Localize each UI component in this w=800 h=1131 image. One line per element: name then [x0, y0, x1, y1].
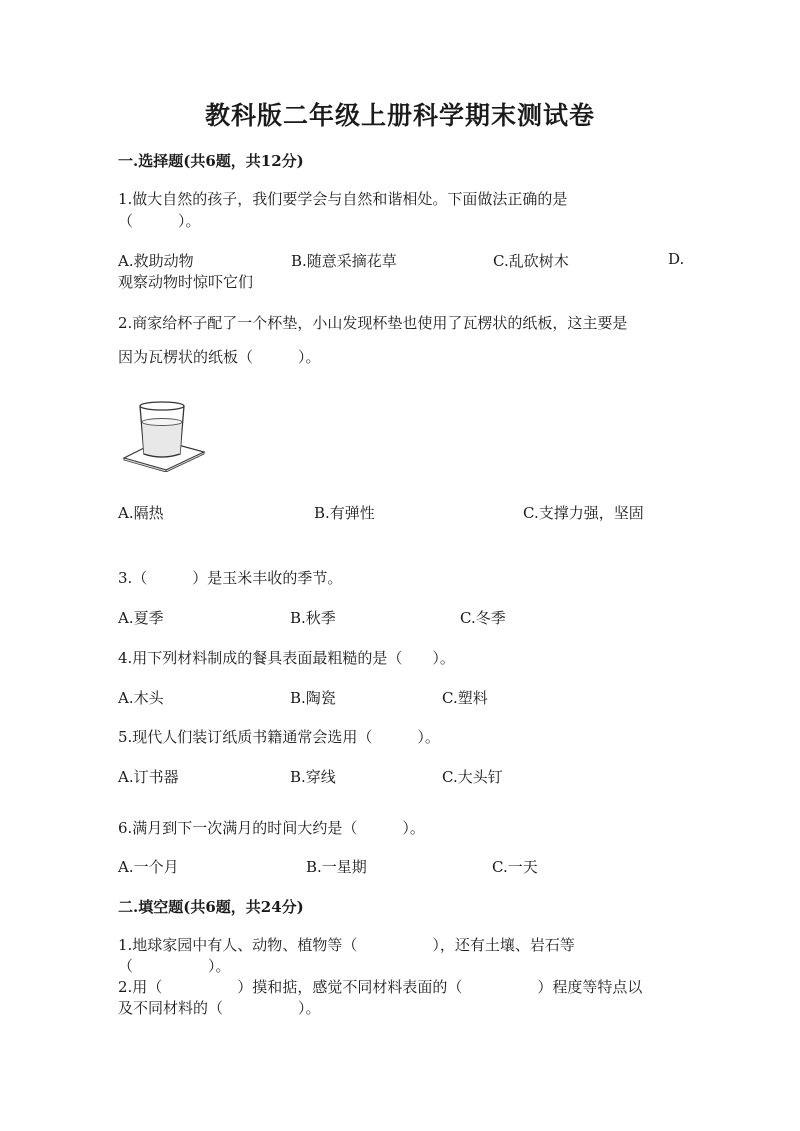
question-2-line-1: 2.商家给杯子配了一个杯垫，小山发现杯垫也使用了瓦楞状的纸板，这主要是	[118, 314, 628, 332]
question-3-option-a: A.夏季	[118, 609, 164, 627]
question-2-line-2: 因为瓦楞状的纸板（ ）。	[118, 348, 321, 366]
question-5-line-1: 5.现代人们装订纸质书籍通常会选用（ ）。	[118, 728, 440, 746]
question-5-option-b: B.穿线	[290, 768, 336, 786]
question-3-option-c: C.冬季	[460, 609, 506, 627]
question-3-option-b: B.秋季	[290, 609, 336, 627]
question-6-line-1: 6.满月到下一次满月的时间大约是（ ）。	[118, 819, 425, 837]
question-4-option-a: A.木头	[118, 689, 164, 707]
question-6-option-c: C.一天	[492, 858, 538, 876]
question-1-option-c: C.乱砍树木	[493, 252, 569, 270]
question-1-option-b: B.随意采摘花草	[291, 252, 397, 270]
question-5-option-a: A.订书器	[118, 768, 179, 786]
question-6-option-a: A.一个月	[118, 858, 179, 876]
question-5-option-c: C.大头钉	[442, 768, 503, 786]
question-1-option-d-text: 观察动物时惊吓它们	[118, 273, 254, 291]
question-1-line-2: （ ）。	[118, 212, 201, 230]
question-1-option-a: A.救助动物	[118, 252, 194, 270]
question-1-option-d: D.	[668, 250, 685, 268]
section-heading-fill-blank: 二.填空题(共6题，共24分)	[118, 898, 304, 916]
question-1-line-1: 1.做大自然的孩子，我们要学会与自然和谐相处。下面做法正确的是	[118, 190, 568, 208]
fill-question-2-line-2: 及不同材料的（ ）。	[118, 999, 321, 1017]
question-3-line-1: 3.（ ）是玉米丰收的季节。	[118, 569, 343, 587]
question-4-line-1: 4.用下列材料制成的餐具表面最粗糙的是（ ）。	[118, 649, 455, 667]
glass-on-coaster-icon	[118, 400, 210, 472]
fill-question-2-line-1: 2.用（ ）摸和掂，感觉不同材料表面的（ ）程度等特点以	[118, 978, 643, 996]
question-2-option-a: A.隔热	[118, 504, 164, 522]
question-6-option-b: B.一星期	[306, 858, 367, 876]
fill-question-1-line-2: （ ）。	[118, 957, 231, 975]
question-2-option-c: C.支撑力强，坚固	[523, 504, 644, 522]
question-4-option-c: C.塑料	[442, 689, 488, 707]
page-title: 教科版二年级上册科学期末测试卷	[204, 101, 595, 130]
question-4-option-b: B.陶瓷	[290, 689, 336, 707]
fill-question-1-line-1: 1.地球家园中有人、动物、植物等（ ），还有土壤、岩石等	[118, 936, 575, 954]
question-2-option-b: B.有弹性	[314, 504, 375, 522]
section-heading-choice: 一.选择题(共6题，共12分)	[118, 152, 304, 170]
